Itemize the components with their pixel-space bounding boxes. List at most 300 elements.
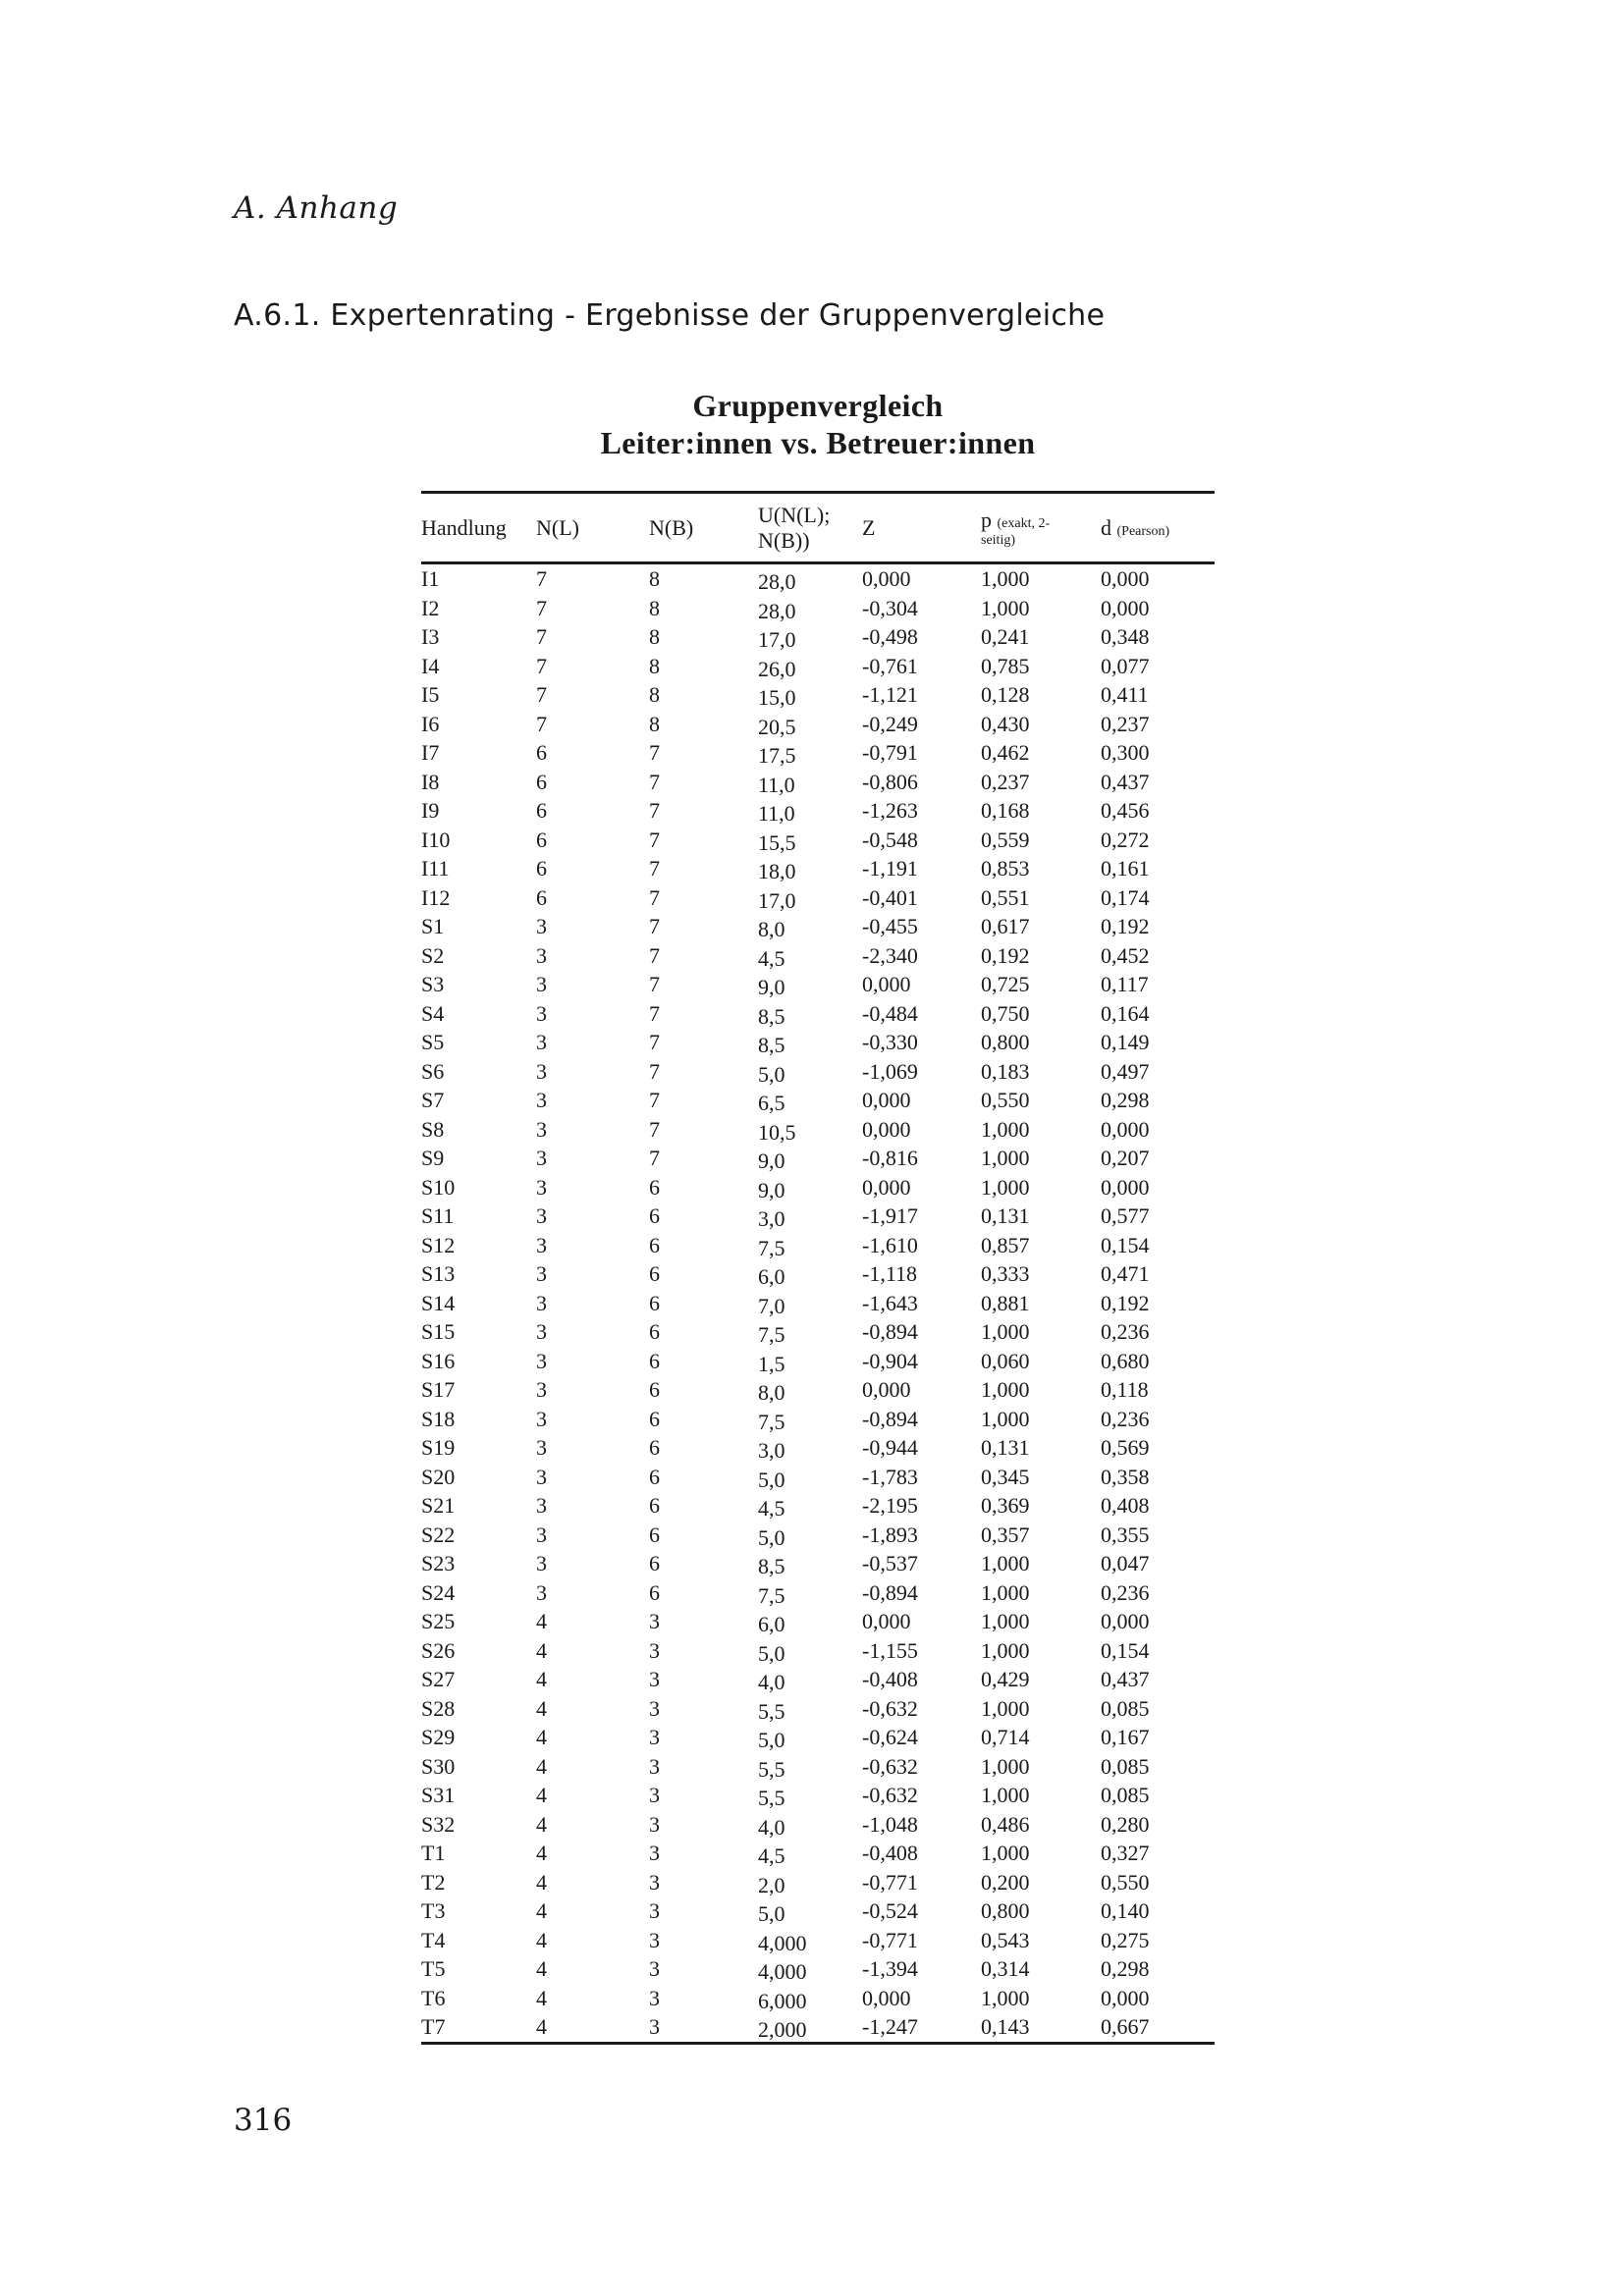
- cell-p: 0,617: [981, 914, 1030, 938]
- cell-u-value: 4,000: [758, 1930, 807, 1955]
- table-row: [421, 768, 1215, 797]
- cell-nl: 4: [536, 1841, 547, 1865]
- cell-p: 0,143: [981, 2012, 1101, 2043]
- table-row: [421, 1839, 1215, 1868]
- cell-nb: 6: [649, 1203, 660, 1228]
- cell-nl: 6: [536, 884, 547, 910]
- cell-u: [758, 622, 862, 652]
- cell-d: 0,207: [1101, 1146, 1150, 1170]
- cell-handlung: S3: [421, 972, 445, 996]
- cell-nl: 7: [536, 624, 547, 649]
- cell-z: 0,000: [862, 972, 911, 996]
- cell-handlung: S15: [421, 1319, 456, 1344]
- cell-nl: 4: [536, 1695, 547, 1721]
- cell-handlung: I1: [421, 566, 440, 591]
- cell-z: -1,121: [862, 682, 918, 707]
- cell-p: 1,000: [981, 1319, 1030, 1344]
- cell-nl: 3: [536, 1406, 547, 1431]
- cell-nl: 4: [536, 2012, 649, 2043]
- cell-handlung: T7: [421, 2012, 536, 2043]
- cell-z: -1,263: [862, 798, 918, 823]
- cell-nl: 4: [536, 1898, 547, 1923]
- cell-nb: 3: [649, 1869, 660, 1895]
- cell-handlung: S6: [421, 1058, 445, 1084]
- cell-d: 0,411: [1101, 682, 1149, 707]
- cell-u-value: 17,0: [758, 627, 796, 652]
- cell-handlung: S2: [421, 942, 445, 968]
- cell-d: 0,077: [1101, 653, 1150, 678]
- cell-p: 1,000: [981, 1609, 1030, 1633]
- cell-handlung: S30: [421, 1753, 456, 1779]
- table-row: [421, 1665, 1215, 1694]
- header-p-small-2: seitig): [981, 532, 1015, 548]
- table-row: [421, 1723, 1215, 1752]
- cell-handlung: T2: [421, 1869, 446, 1895]
- table-row: [421, 1289, 1215, 1318]
- cell-nl: 3: [536, 914, 547, 938]
- cell-d: 0,300: [1101, 740, 1150, 765]
- cell-nb: 8: [649, 566, 660, 591]
- cell-nl: 3: [536, 942, 547, 968]
- header-p-small-1: (exakt, 2-: [997, 515, 1051, 531]
- cell-nb: 3: [649, 1637, 660, 1663]
- cell-nl: 3: [536, 1579, 547, 1605]
- cell-d: 0,298: [1101, 1088, 1150, 1112]
- table-row: [421, 1201, 1215, 1231]
- cell-nb: 6: [649, 1232, 660, 1257]
- cell-nb: 7: [649, 740, 660, 765]
- cell-nl: 3: [536, 1377, 547, 1402]
- cell-nb: 7: [649, 1030, 660, 1054]
- cell-z: -0,408: [862, 1667, 918, 1691]
- table-row: [421, 1810, 1215, 1840]
- cell-z: -1,783: [862, 1464, 918, 1489]
- table-row: [421, 1433, 1215, 1463]
- cell-p: 0,314: [981, 1956, 1030, 1981]
- cell-nl: 6: [536, 856, 547, 881]
- cell-handlung: T1: [421, 1841, 446, 1865]
- cell-nl: 3: [536, 1348, 547, 1373]
- cell-u: [758, 1028, 862, 1057]
- table-row: [421, 1231, 1215, 1260]
- cell-nb: 6: [649, 1290, 660, 1315]
- cell-u-value: 17,0: [758, 887, 796, 913]
- cell-p: 0,725: [981, 972, 1030, 996]
- header-row: [421, 493, 1215, 563]
- cell-nl: 4: [536, 1667, 547, 1691]
- cell-z: -0,791: [862, 740, 918, 765]
- cell-d: 0,000: [1101, 595, 1150, 620]
- cell-d: 0,236: [1101, 1319, 1150, 1344]
- cell-z: -0,548: [862, 827, 918, 852]
- table-row: [421, 1781, 1215, 1810]
- cell-z: -1,048: [862, 1811, 918, 1837]
- cell-u-value: 5,0: [758, 1640, 785, 1666]
- cell-u-value: 18,0: [758, 859, 796, 883]
- table-row: [421, 1694, 1215, 1724]
- cell-u: [758, 1549, 862, 1578]
- cell-u-value: 9,0: [758, 1177, 785, 1202]
- cell-handlung: S21: [421, 1493, 456, 1518]
- cell-u: [758, 999, 862, 1029]
- cell-u: [758, 2012, 862, 2043]
- cell-handlung: S13: [421, 1261, 456, 1286]
- cell-d: 0,237: [1101, 711, 1150, 736]
- cell-nb: 3: [649, 2012, 758, 2043]
- cell-u: [758, 1433, 862, 1463]
- page-number: 316: [234, 2103, 293, 2138]
- cell-p: 0,430: [981, 711, 1030, 736]
- table-row: [421, 738, 1215, 768]
- cell-d: 0,358: [1101, 1464, 1150, 1489]
- cell-d: 0,275: [1101, 1927, 1150, 1952]
- cell-u-value: 2,000: [758, 2017, 807, 2042]
- cell-u: [758, 563, 862, 594]
- cell-nb: 3: [649, 1811, 660, 1837]
- cell-nl: 7: [536, 653, 547, 678]
- cell-p: 0,857: [981, 1232, 1030, 1257]
- cell-handlung: I6: [421, 711, 440, 736]
- header-d: [1101, 493, 1215, 563]
- cell-nb: 7: [649, 1088, 660, 1112]
- cell-z: -0,771: [862, 1927, 918, 1952]
- cell-z: 0,000: [862, 1088, 911, 1112]
- cell-p: 0,750: [981, 1000, 1030, 1026]
- cell-u: [758, 1347, 862, 1376]
- cell-d: 0,452: [1101, 942, 1150, 968]
- cell-p: 0,800: [981, 1898, 1030, 1923]
- table-row: [421, 1607, 1215, 1636]
- header-u: [758, 493, 862, 563]
- cell-u-value: 8,0: [758, 1380, 785, 1405]
- header-p-line1: [981, 507, 1101, 533]
- table-row: [421, 563, 1215, 594]
- cell-handlung: S31: [421, 1783, 456, 1807]
- cell-nb: 3: [649, 1695, 660, 1721]
- cell-u-value: 1,5: [758, 1351, 785, 1376]
- table-row: [421, 941, 1215, 971]
- cell-u: [758, 594, 862, 623]
- cell-d: 0,327: [1101, 1841, 1150, 1865]
- cell-u: [758, 710, 862, 739]
- cell-nb: 6: [649, 1579, 660, 1605]
- cell-z: -0,894: [862, 1319, 918, 1344]
- cell-nl: 3: [536, 1290, 547, 1315]
- cell-handlung: S16: [421, 1348, 456, 1373]
- cell-nb: 7: [649, 1000, 660, 1026]
- header-d-main: d: [1101, 514, 1111, 540]
- cell-u-value: 9,0: [758, 1148, 785, 1173]
- cell-nl: 6: [536, 769, 547, 794]
- cell-nb: 3: [649, 1725, 660, 1749]
- cell-u-value: 8,5: [758, 1003, 785, 1029]
- cell-handlung: I3: [421, 624, 440, 649]
- cell-nl: 3: [536, 1116, 547, 1142]
- cell-u: [758, 738, 862, 768]
- table-row: [421, 680, 1215, 710]
- cell-p: 0,429: [981, 1667, 1030, 1691]
- cell-u: [758, 1868, 862, 1897]
- cell-p: 0,192: [981, 942, 1030, 968]
- cell-p: 0,241: [981, 624, 1030, 649]
- cell-nb: 7: [649, 972, 660, 996]
- cell-z: -0,249: [862, 711, 918, 736]
- cell-nb: 3: [649, 1898, 660, 1923]
- cell-u-value: 6,5: [758, 1091, 785, 1115]
- cell-nb: 7: [649, 914, 660, 938]
- cell-z: -0,498: [862, 624, 918, 649]
- cell-d: 0,000: [1101, 1985, 1150, 2010]
- cell-p: 1,000: [981, 595, 1030, 620]
- cell-nb: 6: [649, 1377, 660, 1402]
- cell-d: 0,497: [1101, 1058, 1150, 1084]
- cell-handlung: S10: [421, 1174, 456, 1200]
- cell-nb: 6: [649, 1493, 660, 1518]
- cell-nl: 6: [536, 798, 547, 823]
- cell-u-value: 5,5: [758, 1786, 785, 1810]
- cell-u-value: 4,5: [758, 1843, 785, 1868]
- cell-z: -1,155: [862, 1637, 918, 1663]
- cell-nb: 6: [649, 1261, 660, 1286]
- cell-d: 0,408: [1101, 1493, 1150, 1518]
- cell-nb: 6: [649, 1551, 660, 1575]
- cell-u: [758, 1926, 862, 1955]
- cell-u-value: 7,0: [758, 1293, 785, 1318]
- cell-z: -0,632: [862, 1695, 918, 1721]
- cell-p: 1,000: [981, 1551, 1030, 1575]
- results-table: [421, 491, 1215, 2045]
- cell-u: [758, 1607, 862, 1636]
- running-head: A. Anhang: [234, 190, 399, 226]
- cell-nl: 3: [536, 1522, 547, 1547]
- table-row: [421, 912, 1215, 941]
- table-caption: [421, 387, 1215, 461]
- table-row: [421, 1752, 1215, 1782]
- cell-handlung: S23: [421, 1551, 456, 1575]
- cell-u-value: 8,5: [758, 1554, 785, 1578]
- cell-nl: 3: [536, 972, 547, 996]
- cell-d: 0,348: [1101, 624, 1150, 649]
- cell-z: -0,330: [862, 1030, 918, 1054]
- cell-u-value: 4,0: [758, 1670, 785, 1694]
- cell-p: 1,000: [981, 1985, 1030, 2010]
- header-d-small: (Pearson): [1116, 523, 1170, 539]
- cell-u-value: 3,0: [758, 1206, 785, 1231]
- cell-d: 0,174: [1101, 884, 1150, 910]
- cell-handlung: S20: [421, 1464, 456, 1489]
- cell-handlung: T4: [421, 1927, 446, 1952]
- cell-d: 0,047: [1101, 1551, 1150, 1575]
- cell-nb: 3: [649, 1956, 660, 1981]
- cell-p: 0,345: [981, 1464, 1030, 1489]
- cell-nb: 6: [649, 1174, 660, 1200]
- cell-p: 0,200: [981, 1869, 1030, 1895]
- cell-nl: 4: [536, 1869, 547, 1895]
- cell-u-value: 5,5: [758, 1756, 785, 1782]
- cell-z: -0,894: [862, 1579, 918, 1605]
- table-row: [421, 1405, 1215, 1434]
- cell-handlung: S25: [421, 1609, 456, 1633]
- cell-u-value: 5,0: [758, 1728, 785, 1752]
- cell-handlung: I9: [421, 798, 440, 823]
- cell-nb: 7: [649, 798, 660, 823]
- cell-u-value: 6,000: [758, 1988, 807, 2013]
- cell-d: 0,000: [1101, 1116, 1150, 1142]
- table-row: [421, 999, 1215, 1029]
- cell-u-value: 2,0: [758, 1872, 785, 1897]
- cell-nl: 4: [536, 1956, 547, 1981]
- cell-u: [758, 1405, 862, 1434]
- table-row: [421, 1868, 1215, 1897]
- cell-z: -1,917: [862, 1203, 918, 1228]
- cell-d: 0,117: [1101, 972, 1149, 996]
- cell-u-value: 6,0: [758, 1612, 785, 1636]
- table-row: [421, 1521, 1215, 1550]
- cell-nl: 3: [536, 1203, 547, 1228]
- cell-nb: 8: [649, 624, 660, 649]
- cell-p: 1,000: [981, 1695, 1030, 1721]
- cell-nl: 3: [536, 1261, 547, 1286]
- cell-nb: 7: [649, 769, 660, 794]
- cell-z: -0,408: [862, 1841, 918, 1865]
- cell-nb: 6: [649, 1522, 660, 1547]
- cell-nl: 3: [536, 1464, 547, 1489]
- cell-u: [758, 1896, 862, 1926]
- cell-d: 0,192: [1101, 914, 1150, 938]
- cell-u: [758, 1375, 862, 1405]
- cell-p: 1,000: [981, 566, 1030, 591]
- table-row: [421, 1057, 1215, 1087]
- cell-nl: 4: [536, 1811, 547, 1837]
- cell-u: [758, 768, 862, 797]
- cell-p: 0,128: [981, 682, 1030, 707]
- cell-p: 1,000: [981, 1753, 1030, 1779]
- cell-u-value: 5,0: [758, 1467, 785, 1492]
- cell-u: [758, 1173, 862, 1202]
- header-handlung: Handlung: [421, 493, 536, 563]
- cell-p: 1,000: [981, 1406, 1030, 1431]
- cell-u-value: 28,0: [758, 598, 796, 623]
- cell-nb: 7: [649, 942, 660, 968]
- cell-handlung: S29: [421, 1725, 456, 1749]
- cell-z: -0,632: [862, 1753, 918, 1779]
- header-z: Z: [862, 493, 981, 563]
- cell-z: -0,624: [862, 1725, 918, 1749]
- cell-handlung: S22: [421, 1522, 456, 1547]
- header-p: [981, 493, 1101, 563]
- table-row: [421, 594, 1215, 623]
- cell-z: -1,893: [862, 1522, 918, 1547]
- cell-u-value: 17,5: [758, 743, 796, 768]
- cell-nl: 3: [536, 1030, 547, 1054]
- cell-nl: 3: [536, 1000, 547, 1026]
- cell-nl: 4: [536, 1985, 547, 2010]
- cell-u: [758, 1463, 862, 1492]
- cell-u-value: 7,5: [758, 1409, 785, 1434]
- cell-u: [758, 1289, 862, 1318]
- cell-u-value: 7,5: [758, 1582, 785, 1608]
- cell-nl: 4: [536, 1753, 547, 1779]
- table-body: [421, 563, 1215, 2044]
- cell-handlung: I5: [421, 682, 440, 707]
- cell-nl: 3: [536, 1058, 547, 1084]
- table-row: [421, 1086, 1215, 1115]
- cell-u-value: 11,0: [758, 772, 795, 797]
- cell-p: 0,183: [981, 1058, 1030, 1084]
- cell-d: 0,355: [1101, 1522, 1150, 1547]
- cell-u-value: 28,0: [758, 569, 796, 594]
- cell-nl: 4: [536, 1609, 547, 1633]
- cell-d: 0,550: [1101, 1869, 1150, 1895]
- cell-handlung: I12: [421, 884, 451, 910]
- cell-nb: 3: [649, 1841, 660, 1865]
- cell-handlung: S12: [421, 1232, 456, 1257]
- cell-handlung: S24: [421, 1579, 456, 1605]
- header-nb: N(B): [649, 493, 758, 563]
- table-row: [421, 1375, 1215, 1405]
- table-row: [421, 1173, 1215, 1202]
- cell-p: 0,559: [981, 827, 1030, 852]
- cell-z: -0,904: [862, 1348, 918, 1373]
- cell-handlung: S9: [421, 1146, 445, 1170]
- cell-z: -2,195: [862, 1493, 918, 1518]
- cell-u-value: 7,5: [758, 1235, 785, 1260]
- cell-d: 0,154: [1101, 1232, 1150, 1257]
- table-row: [421, 1896, 1215, 1926]
- cell-d: 0,164: [1101, 1000, 1150, 1026]
- cell-u: [758, 1810, 862, 1840]
- cell-z: 0,000: [862, 1985, 911, 2010]
- table-row: [421, 1636, 1215, 1666]
- table-row: [421, 826, 1215, 855]
- cell-p: 1,000: [981, 1146, 1030, 1170]
- cell-nb: 8: [649, 595, 660, 620]
- cell-d: 0,236: [1101, 1406, 1150, 1431]
- cell-nl: 3: [536, 1551, 547, 1575]
- cell-nb: 3: [649, 1783, 660, 1807]
- cell-u: [758, 1259, 862, 1289]
- cell-u: [758, 1839, 862, 1868]
- cell-u: [758, 970, 862, 999]
- cell-d: 0,667: [1101, 2012, 1215, 2043]
- cell-z: -1,610: [862, 1232, 918, 1257]
- cell-d: 0,154: [1101, 1637, 1150, 1663]
- cell-d: 0,085: [1101, 1695, 1150, 1721]
- cell-p: 0,550: [981, 1088, 1030, 1112]
- cell-u: [758, 1317, 862, 1347]
- cell-nl: 6: [536, 740, 547, 765]
- cell-u-value: 26,0: [758, 656, 796, 681]
- cell-handlung: I10: [421, 827, 451, 852]
- cell-handlung: S18: [421, 1406, 456, 1431]
- cell-d: 0,000: [1101, 1609, 1150, 1633]
- cell-d: 0,298: [1101, 1956, 1150, 1981]
- cell-handlung: S8: [421, 1116, 445, 1142]
- cell-p: 0,333: [981, 1261, 1030, 1286]
- table-row: [421, 1463, 1215, 1492]
- cell-u: [758, 1578, 862, 1608]
- cell-u-value: 5,5: [758, 1698, 785, 1724]
- cell-d: 0,118: [1101, 1377, 1149, 1402]
- cell-u-value: 5,0: [758, 1524, 785, 1550]
- cell-u: [758, 1636, 862, 1666]
- cell-u-value: 8,5: [758, 1033, 785, 1057]
- cell-u-value: 5,0: [758, 1901, 785, 1926]
- cell-d: 0,569: [1101, 1435, 1150, 1460]
- cell-z: -0,894: [862, 1406, 918, 1431]
- table-header: [421, 493, 1215, 563]
- cell-nb: 7: [649, 856, 660, 881]
